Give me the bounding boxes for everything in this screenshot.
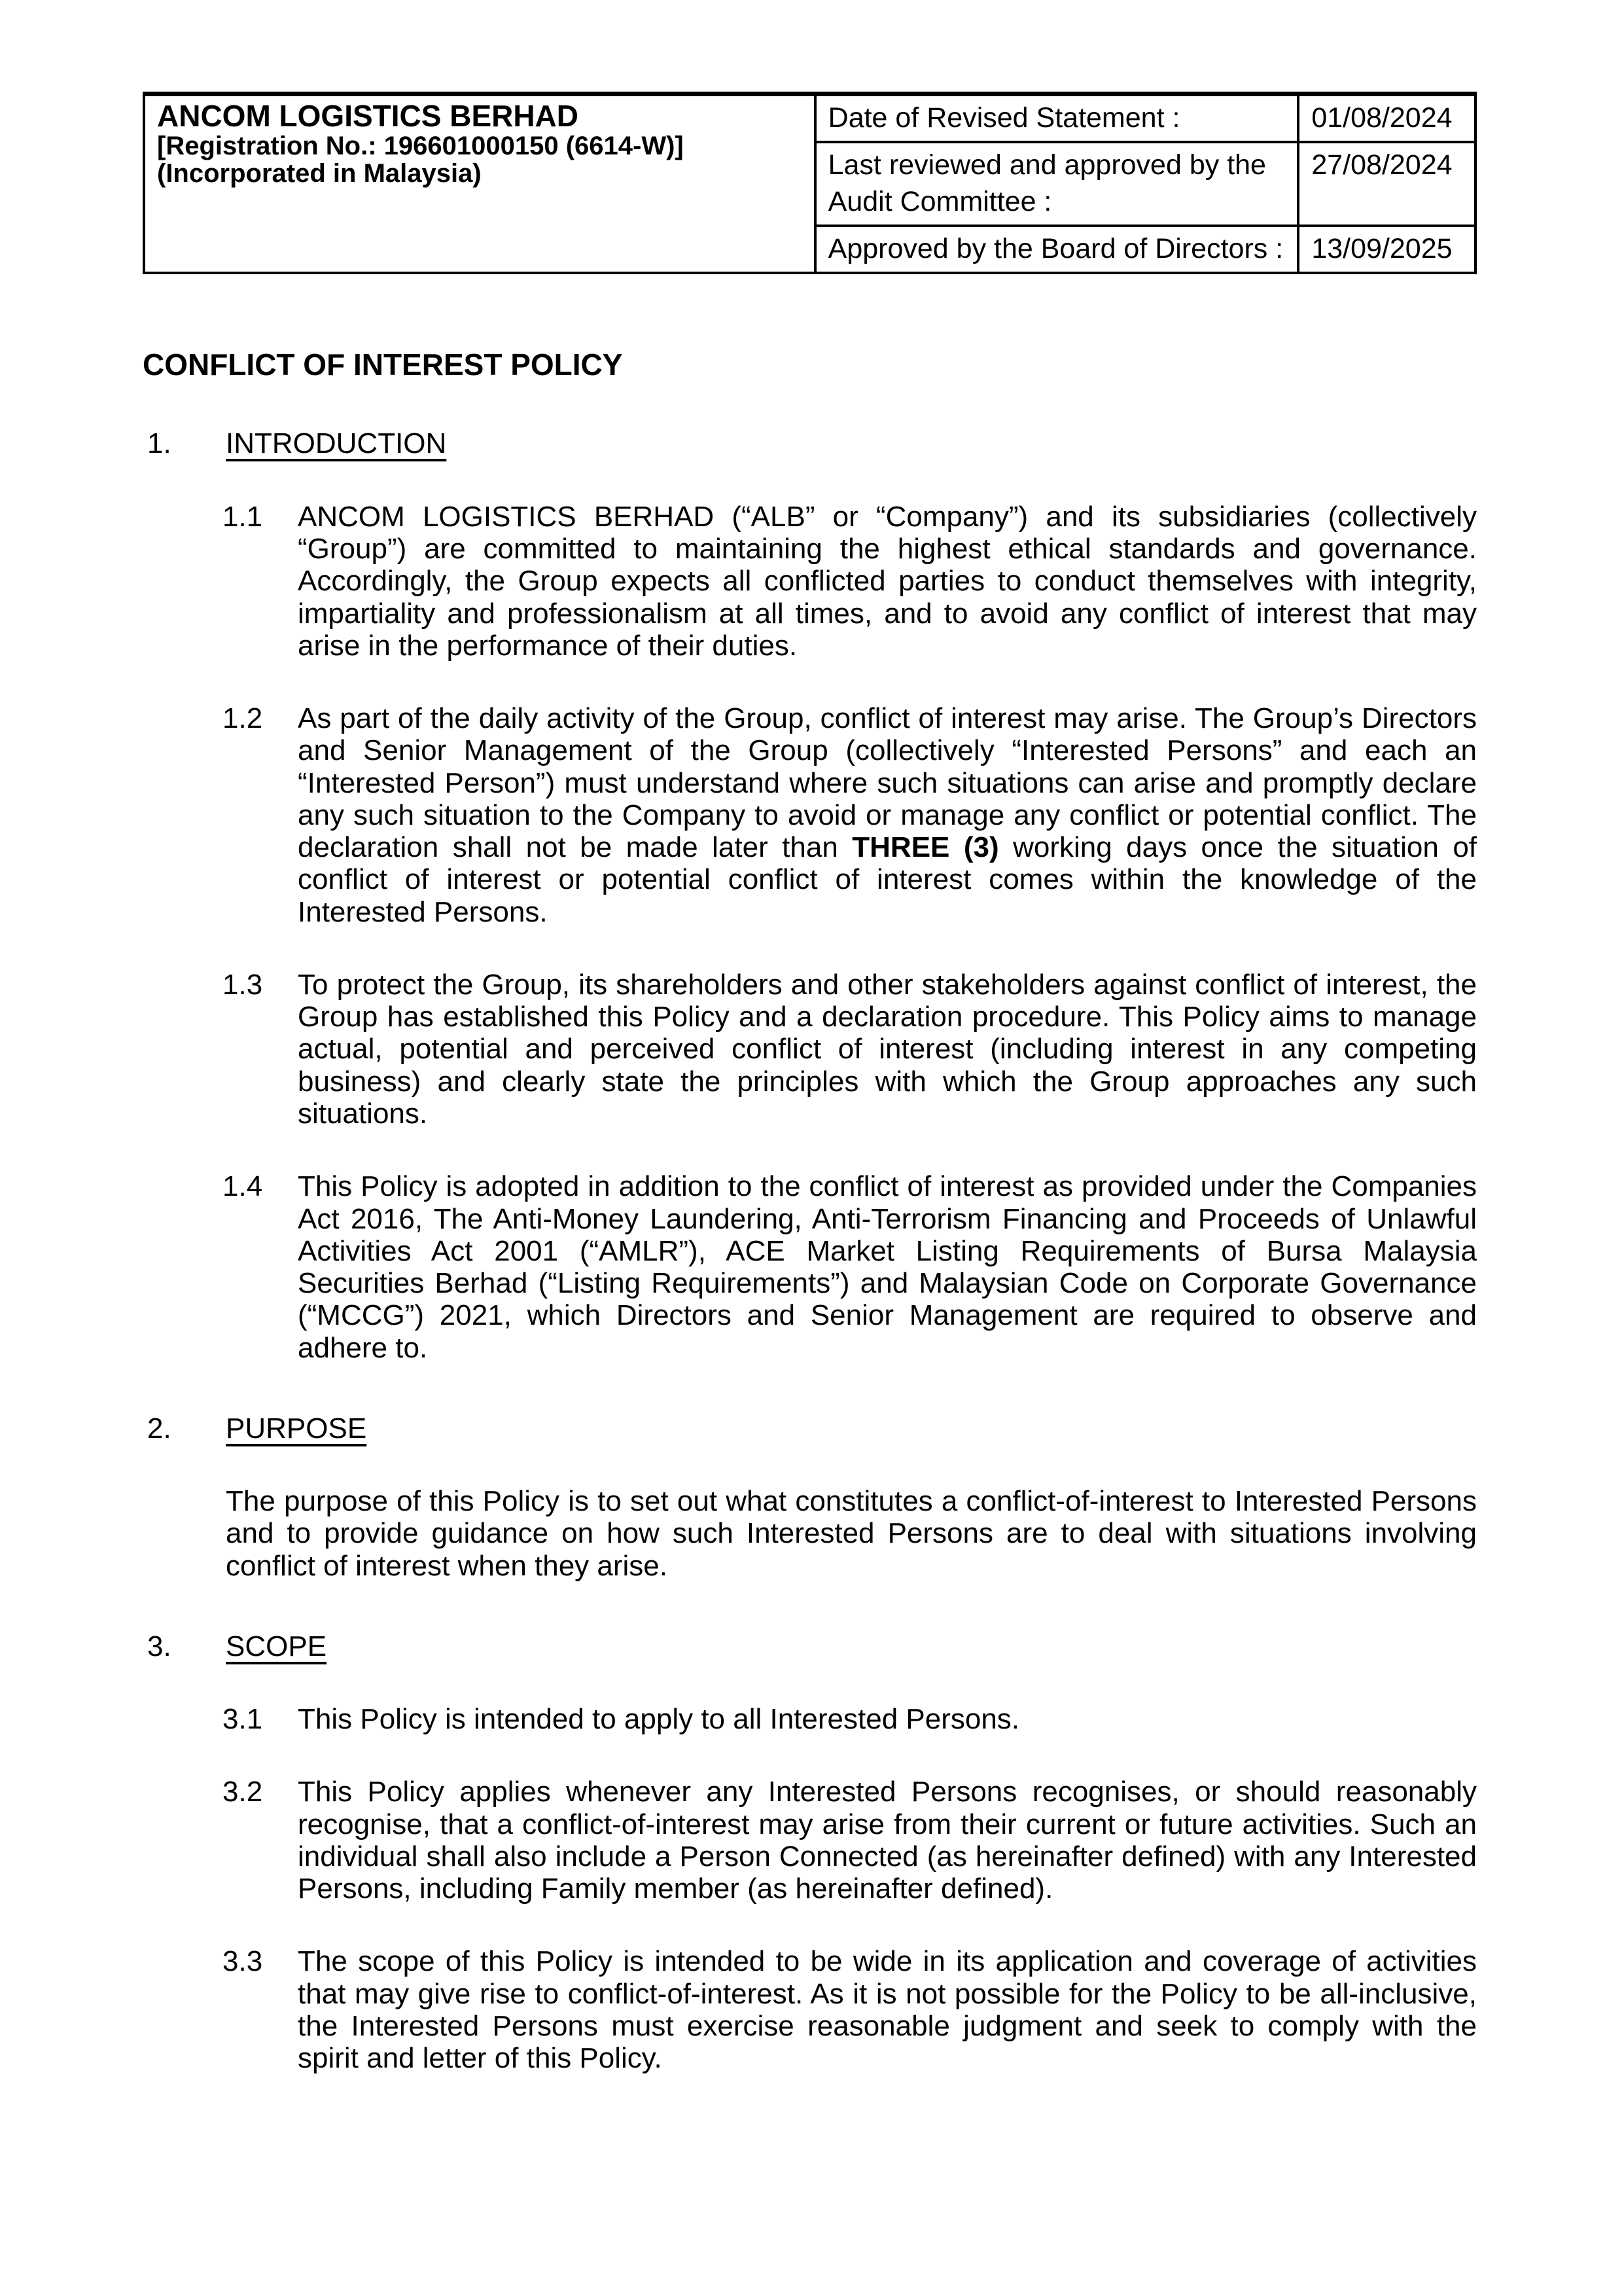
document-title: CONFLICT OF INTEREST POLICY	[143, 347, 623, 382]
section-title: PURPOSE	[226, 1412, 367, 1444]
policy-paragraph	[222, 501, 1477, 662]
policy-paragraph	[226, 1485, 1477, 1582]
text-run: This Policy applies whenever any Interested Persons recognises, or should reasonably recognise, that a conflict-of-interest may arise from their current or future activities. Such an individual shall also include a Person Connected (as hereinafter defined) with any Interested Persons, including Family member (as hereinafter defined).	[298, 1776, 1477, 1905]
paragraph-number: 1.3	[222, 968, 263, 1001]
section-heading	[143, 1412, 1477, 1444]
text-run: The scope of this Policy is intended to be wide in its application and coverage of activities that may give rise to conflict-of-interest. As it is not possible for the Policy to be all-inclusive, the Interested Persons must exercise reasonable judgment and seek to comply with the spirit and letter of this Policy.	[298, 1945, 1477, 2075]
text-run: ANCOM LOGISTICS BERHAD (“ALB” or “Company”) and its subsidiaries (collectively “Group”) are committed to maintaining the highest ethical standards and governance. Accordingly, the Group expects all conflicted parties to conduct themselves with integrity, impartiality and professionalism at all times, and to avoid any conflict of interest that may arise in the performance of their duties.	[298, 500, 1477, 662]
policy-paragraph	[222, 1703, 1477, 1735]
section-title: SCOPE	[226, 1630, 327, 1662]
paragraph-text	[298, 501, 1477, 662]
paragraph-number: 1.4	[222, 1170, 263, 1203]
section-title: INTRODUCTION	[226, 427, 447, 460]
section-number: 2.	[147, 1412, 171, 1444]
paragraph-text	[298, 1703, 1477, 1735]
policy-paragraph	[222, 1776, 1477, 1905]
text-run: To protect the Group, its shareholders and other stakeholders against conflict of interest, the Group has established this Policy and a declaration procedure. This Policy aims to manage actual, potential and perceived conflict of interest (including interest in any competing business) and clearly state the principles with which the Group approaches any such situations.	[298, 968, 1477, 1130]
section-paragraphs	[143, 1485, 1477, 1582]
bold-text-run: THREE (3)	[852, 831, 999, 864]
policy-paragraph	[222, 702, 1477, 928]
section-number: 1.	[147, 427, 171, 460]
section-heading	[143, 1630, 1477, 1662]
company-incorporation: (Incorporated in Malaysia)	[157, 159, 482, 188]
policy-section	[143, 427, 1477, 1363]
paragraph-text	[298, 969, 1477, 1130]
section-paragraphs	[143, 501, 1477, 1364]
policy-paragraph	[222, 1945, 1477, 2074]
paragraph-number: 1.1	[222, 500, 263, 533]
paragraph-text	[298, 1776, 1477, 1905]
audit-committee-review-date: 27/08/2024	[1298, 142, 1475, 226]
company-name: ANCOM LOGISTICS BERHAD	[157, 99, 578, 133]
paragraph-text	[226, 1485, 1477, 1582]
company-info-cell	[144, 94, 815, 273]
board-approval-date: 13/09/2025	[1298, 226, 1475, 273]
paragraph-text	[298, 1945, 1477, 2074]
audit-committee-review-label: Last reviewed and approved by the Audit Committee :	[815, 142, 1299, 226]
document-body	[143, 427, 1477, 2074]
policy-section	[143, 1630, 1477, 2075]
policy-section	[143, 1412, 1477, 1582]
paragraph-number: 3.3	[222, 1945, 263, 1978]
paragraph-number: 3.1	[222, 1703, 263, 1736]
paragraph-text	[298, 702, 1477, 928]
text-run: This Policy is intended to apply to all Interested Persons.	[298, 1703, 1020, 1736]
header-row	[144, 94, 1475, 142]
policy-paragraph	[222, 969, 1477, 1130]
revised-statement-date: 01/08/2024	[1298, 94, 1475, 142]
section-number: 3.	[147, 1630, 171, 1662]
text-run: working days once the situation of conflict of interest or potential conflict of interest comes within the knowledge of the Interested Persons.	[298, 831, 1477, 928]
section-paragraphs	[143, 1703, 1477, 2074]
document-header-table	[143, 92, 1477, 274]
paragraph-text	[298, 1170, 1477, 1364]
company-registration-number: [Registration No.: 196601000150 (6614-W)]	[157, 131, 684, 160]
paragraph-number: 3.2	[222, 1776, 263, 1808]
text-run: The purpose of this Policy is to set out what constitutes a conflict-of-interest to Interested Persons and to provide guidance on how such Interested Persons are to deal with situations involving conflict of interest when they arise.	[226, 1485, 1477, 1582]
section-heading	[143, 427, 1477, 459]
policy-paragraph	[222, 1170, 1477, 1364]
text-run: This Policy is adopted in addition to the conflict of interest as provided under the Companies Act 2016, The Anti-Money Laundering, Anti-Terrorism Financing and Proceeds of Unlawful Activities Act 2001 (“AMLR”), ACE Market Listing Requirements of Bursa Malaysia Securities Berhad (“Listing Requirements”) and Malaysian Code on Corporate Governance (“MCCG”) 2021, which Directors and Senior Management are required to observe and adhere to.	[298, 1170, 1477, 1364]
paragraph-number: 1.2	[222, 702, 263, 735]
revised-statement-label: Date of Revised Statement :	[815, 94, 1299, 142]
board-approval-label: Approved by the Board of Directors :	[815, 226, 1299, 273]
text-run: As part of the daily activity of the Group, conflict of interest may arise. The Group’s Directors and Senior Management of the Group (collectively “Interested Persons” and each an “Interested Person”) must understand where such situations can arise and promptly declare any such situation to the Company to avoid or manage any conflict or potential conflict. The declaration shall not be made later than	[298, 702, 1477, 864]
